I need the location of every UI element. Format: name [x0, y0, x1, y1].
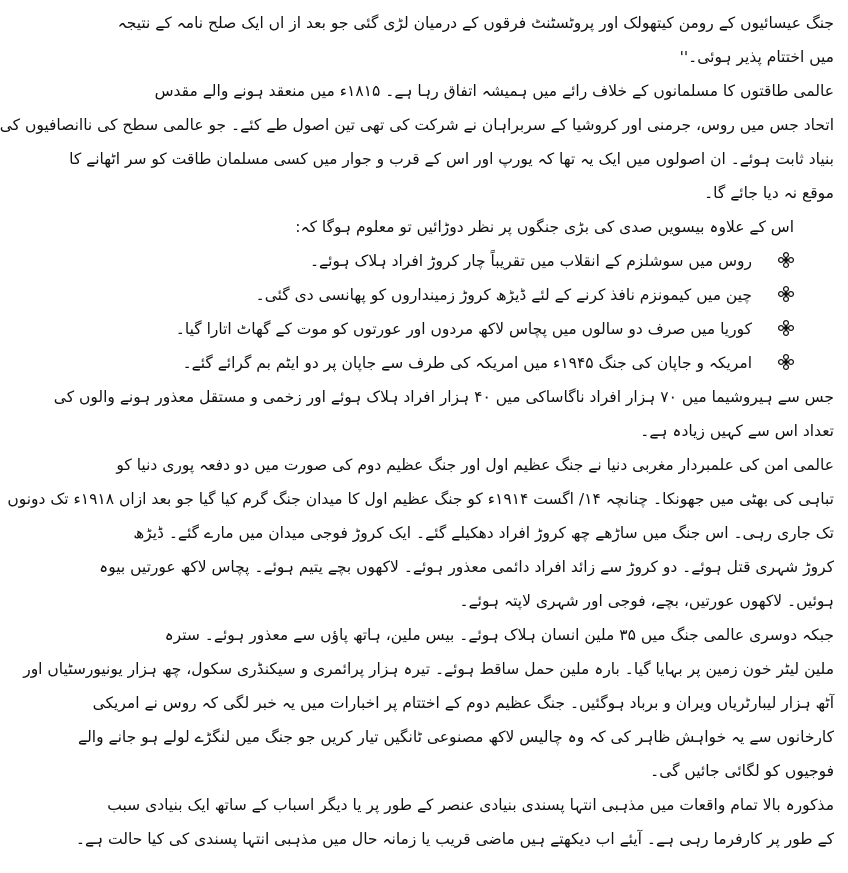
flower-bullet-icon — [778, 354, 794, 370]
list-item — [175, 312, 834, 346]
list-item-text: کوریا میں صرف دو سالوں میں پچاس لاکھ مردوں اور عورتوں کو موت کے گھاٹ اتارا گیا۔ — [175, 320, 752, 338]
text-line: فوجیوں کو لگائی جائیں گی۔ — [650, 762, 834, 780]
text-line: جنگ عیسائیوں کے رومن کیتھولک اور پروٹسٹنٹ فرقوں کے درمیان لڑی گئی جو بعد از اں ایک صلح نامہ کے نتیجہ — [117, 14, 834, 32]
text-line: ہوئیں۔ لاکھوں عورتیں، بچے، فوجی اور شہری لاپتہ ہوئے۔ — [459, 592, 834, 610]
text-line: عالمی امن کی علمبردار مغربی دنیا نے جنگ عظیم اول اور جنگ عظیم دوم کی صورت میں دو دفعہ پوری دنیا کو — [116, 456, 834, 474]
flower-bullet-icon — [778, 320, 794, 336]
list-item-text: چین میں کیمونزم نافذ کرنے کے لئے ڈیڑھ کروڑ زمینداروں کو پھانسی دی گئی۔ — [255, 286, 752, 304]
paragraph-3 — [53, 380, 834, 448]
paragraph-4 — [7, 448, 834, 618]
text-line: جس سے ہیروشیما میں ۷۰ ہزار افراد ناگاساکی میں ۴۰ ہزار افراد ہلاک ہوئے اور زخمی و مستقل معذور ہونے والوں کی — [53, 388, 834, 406]
text-line: بنیاد ثابت ہوئے۔ ان اصولوں میں ایک یہ تھا کہ یورپ اور اس کے قرب و جوار میں کسی مسلمان طاقت کو سر اٹھانے کا — [69, 150, 834, 168]
list-intro: اس کے علاوہ بیسویں صدی کی بڑی جنگوں پر نظر دوڑائیں تو معلوم ہوگا کہ: — [295, 218, 794, 236]
text-line: کے طور پر کارفرما رہی ہے۔ آیئے اب دیکھتے ہیں ماضی قریب یا زمانہ حال میں مذہبی انتہا پسندی کی کیا حالت ہے۔ — [75, 830, 834, 848]
paragraph-1 — [117, 6, 834, 74]
text-line: جبکہ دوسری عالمی جنگ میں ۳۵ ملین انسان ہلاک ہوئے۔ بیس ملین، ہاتھ پاؤں سے معذور ہوئے۔ سترہ — [164, 626, 834, 644]
text-line: آٹھ ہزار لیبارٹریاں ویران و برباد ہوگئیں۔ جنگ عظیم دوم کے اختتام پر اخبارات میں یہ خبر لگی کہ روس نے امریکی — [92, 694, 834, 712]
text-line: تباہی کی بھٹی میں جھونکا۔ چنانچہ ۱۴/ اگست ۱۹۱۴ء کو جنگ عظیم اول کا میدان جنگ گرم کیا گیا جو بعد ازاں ۱۹۱۸ء تک دونوں — [7, 490, 834, 508]
paragraph-5 — [23, 618, 834, 788]
paragraph-2 — [0, 74, 834, 210]
bullet-list — [175, 244, 834, 380]
text-line: کروڑ شہری قتل ہوئے۔ دو کروڑ سے زائد افراد دائمی معذور ہوئے۔ لاکھوں بچے یتیم ہوئے۔ پچاس لاکھ عورتیں بیوہ — [99, 558, 834, 576]
list-item — [182, 346, 834, 380]
flower-bullet-icon — [778, 252, 794, 268]
text-line: اتحاد جس میں روس، جرمنی اور کروشیا کے سربراہان نے شرکت کی تھی تین اصول طے کئے۔ جو عالمی سطح کی ناانصافیوں کی — [0, 116, 834, 134]
text-line: کارخانوں سے یہ خواہش ظاہر کی کہ وہ چالیس لاکھ مصنوعی ٹانگیں تیار کریں جو جنگ میں لنگڑے لولے ہو جانے والے — [77, 728, 834, 746]
text-line: تک جاری رہی۔ اس جنگ میں ساڑھے چھ کروڑ افراد دھکیلے گئے۔ ایک کروڑ فوجی میدان میں مارے گئے۔ ڈیڑھ — [133, 524, 834, 542]
text-line: عالمی طاقتوں کا مسلمانوں کے خلاف رائے میں ہمیشہ اتفاق رہا ہے۔ ۱۸۱۵ء میں منعقد ہونے والے مقدس — [154, 82, 834, 100]
text-line: مذکورہ بالا تمام واقعات میں مذہبی انتہا پسندی بنیادی عنصر کے طور پر یا دیگر اسباب کے ساتھ ایک بنیادی سبب — [107, 796, 834, 814]
paragraph-6 — [75, 788, 834, 856]
list-item — [255, 278, 834, 312]
text-line: موقع نہ دیا جائے گا۔ — [704, 184, 834, 202]
list-item-text: روس میں سوشلزم کے انقلاب میں تقریباً چار کروڑ افراد ہلاک ہوئے۔ — [309, 252, 752, 270]
flower-bullet-icon — [778, 286, 794, 302]
text-line: میں اختتام پذیر ہوئی۔'' — [679, 48, 834, 66]
list-item — [266, 244, 834, 278]
text-line: تعداد اس سے کہیں زیادہ ہے۔ — [640, 422, 834, 440]
text-line: ملین لیٹر خون زمین پر بہایا گیا۔ بارہ ملین حمل ساقط ہوئے۔ تیرہ ہزار پرائمری و سیکنڈری سکول، چھ ہزار یونیورسٹیاں اور — [23, 660, 834, 678]
list-item-text: امریکہ و جاپان کی جنگ ۱۹۴۵ء میں امریکہ کی طرف سے جاپان پر دو ایٹم بم گرائے گئے۔ — [182, 354, 752, 372]
